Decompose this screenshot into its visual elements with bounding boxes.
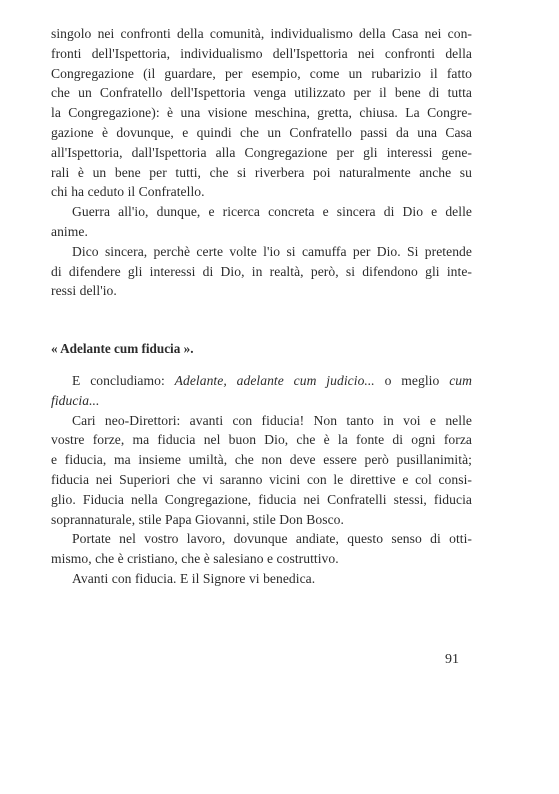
text-line: fiducia nei Superiori che vi saranno vicini con le direttive e col consi- [51,471,472,487]
text-line: all'Ispettoria, dall'Ispettoria alla Congregazione per gli interessi gene- [51,144,472,160]
paragraph-6 [51,529,472,569]
italic-quote: Adelante, adelante cum judicio... [174,372,375,388]
text-run: E concludiamo: [72,372,175,388]
text-line: di difendere gli interessi di Dio, in realtà, però, si difendono gli inte- [51,263,472,279]
page-number: 91 [445,652,459,667]
paragraph-5 [51,411,472,530]
text-line [51,371,472,391]
text-line: anime. [51,223,88,239]
page-body [51,24,472,589]
text-line: chi ha ceduto il Confratello. [51,184,205,200]
paragraph-3 [51,242,472,301]
text-line: singolo nei confronti della comunità, individualismo della Casa nei con- [51,26,472,41]
text-line: e fiducia, ma insieme umiltà, che non deve essere però pusillanimità; [51,452,472,468]
paragraph-1 [51,24,472,202]
text-line: gazione è dovunque, e quindi che un Confratello passi da una Casa [51,124,472,140]
paragraph-2 [51,202,472,242]
text-line: Congregazione (il guardare, per esempio, come un rubarizio il fatto [51,65,472,81]
text-line: Guerra all'io, dunque, e ricerca concreta e sincera di Dio e delle [72,204,472,220]
text-line: ressi dell'io. [51,283,117,299]
text-line: soprannaturale, stile Papa Giovanni, stile Don Bosco. [51,511,344,527]
text-line: la Congregazione): è una visione meschina, gretta, chiusa. La Congre- [51,105,472,121]
heading-spacer [51,359,472,371]
text-line: Portate nel vostro lavoro, dovunque andiate, questo senso di otti- [72,531,472,547]
text-line: mismo, che è cristiano, che è salesiano e costruttivo. [51,551,339,567]
section-spacer [51,301,472,339]
text-line: che un Confratello dell'Ispettoria venga utilizzato per il bene di tutta [51,85,472,101]
text-line: rali è un bene per tutti, che si riverbera poi naturalmente anche su [51,164,472,180]
paragraph-7 [51,569,472,589]
text-line [51,391,472,411]
text-line: Cari neo-Direttori: avanti con fiducia! Non tanto in voi e nelle [72,412,472,428]
italic-word: fiducia... [51,392,100,408]
text-line: fronti dell'Ispettoria, individualismo dell'Ispettoria nei confronti della [51,45,472,61]
text-line: Avanti con fiducia. E il Signore vi benedica. [72,570,316,586]
section-heading: « Adelante cum fiducia ». [51,341,194,357]
text-line: vostre forze, ma fiducia nel buon Dio, che è la fonte di ogni forza [51,432,472,448]
paragraph-4 [51,371,472,411]
text-line: glio. Fiducia nella Congregazione, fiducia nei Confratelli stessi, fiducia [51,491,472,507]
text-line: Dico sincera, perchè certe volte l'io si camuffa per Dio. Si pretende [72,243,472,259]
italic-word: cum [449,372,472,388]
text-run: o meglio [374,372,450,388]
